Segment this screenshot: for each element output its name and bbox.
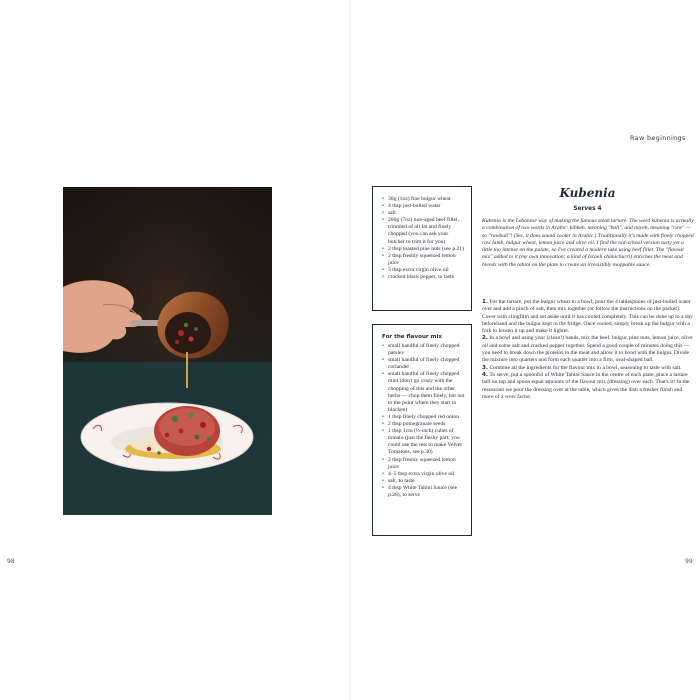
step-text: Combine all the ingredients for the flavour mix in a bowl, seasoning to taste with salt. (489, 364, 682, 371)
flavour-item: • small handful of finely chopped parsley (382, 343, 465, 357)
method-step (482, 335, 695, 364)
serves-label: Serves 4 (573, 206, 602, 212)
method-list (482, 299, 695, 401)
flavour-item: • 4–5 tbsp extra virgin olive oil (382, 471, 465, 478)
step-text: For the tartare, put the bulgur wheat in a bowl, pour the 4 tablespoons of just-boiled water over and add a pinch of salt, then mix together (or follow the instructions on the packet). Cover with clingfilm and set aside until it has cooled completely. This can be done up to a day beforehand and the bulgur kept in the fridge. Once cooled, simply break up the bulgur with a fork to loosen it up and make it lighter. (482, 299, 693, 335)
recipe-title: Kubenia (559, 186, 616, 200)
ingredients-box (372, 186, 472, 311)
ingredient-item: • 200g (7oz) non-aged beef fillet, trimmed of all fat and finely chopped (you can ask your butcher to trim it for you) (382, 217, 465, 245)
flavour-mix-title: For the flavour mix (382, 334, 442, 340)
flavour-item: • 1 tbsp 1cm (½-inch) cubes of tomato (just the fleshy part; you could use the rest to make Velvet Tomatoes, see p.30) (382, 428, 465, 456)
step-number: 3. (482, 364, 489, 371)
section-title: Raw beginnings (630, 134, 686, 142)
recipe-intro: Kubenia is the Lebanese way of making the famous steak tartare. The word kubenia is actually a combination of two words in Arabic: kibbeh, meaning "ball", and nayeh, meaning "raw" — so "rawball"! (Yes, it does sound cooler in Arabic.) Traditionally it's made with finely chopped raw lamb, bulgur wheat, lemon juice and olive oil. I find the old-school version tasty yet a little too intense on the palate, so I've created a modern take using beef fillet. The "flavour mix" added to it (my own innovation; a kind of Israeli chimichurri) enriches the meat and blends with the tahini on the plate to create an irresistibly moppable sauce. (482, 218, 694, 268)
step-text: To serve, put a spoonful of White Tahini Sauce in the centre of each plate, place a tartare ball on top and spoon equal amounts of the flavour mix (dressing) over each. That's it! In the restaurant we pour the dressing over at the table, which gives the dish a fresher finish and more of a wow factor. (482, 371, 690, 400)
flavour-item: • 2 tbsp freshly squeezed lemon juice (382, 457, 465, 471)
flavour-item: • 2 tbsp pomegranate seeds (382, 421, 465, 428)
flavour-mix-list (382, 343, 465, 499)
step-number: 1. (482, 299, 489, 305)
method-step (482, 365, 695, 372)
ingredient-item: • 3 tbsp extra virgin olive oil (382, 267, 465, 274)
flavour-mix-box (372, 324, 472, 536)
ingredient-item: • salt (382, 210, 465, 217)
book-spine (349, 0, 351, 700)
step-number: 2. (482, 335, 489, 342)
step-text: In a bowl and using your (clean!) hands, mix the beef, bulgur, pine nuts, lemon juice, olive oil and some salt and cracked pepper together. Spend a good couple of minutes doing this — you need to break down the proteins in the meat and allow it to bond with the bulgur. Divide the mixture into quarters and form each quarter into a firm, oval-shaped ball. (482, 335, 693, 364)
page-number-left: 98 (7, 558, 15, 565)
ingredient-item: • 30g (1oz) fine bulgur wheat (382, 196, 465, 203)
flavour-item: • salt, to taste (382, 478, 465, 485)
ingredients-list (382, 196, 465, 281)
flavour-item: • small handful of finely chopped coriander (382, 357, 465, 371)
page-number-right: 99 (685, 558, 693, 565)
food-photo (63, 187, 272, 515)
ingredient-item: • 2 tbsp freshly squeezed lemon juice (382, 253, 465, 267)
flavour-item: • 4 tbsp White Tahini Sauce (see p.28), to serve (382, 485, 465, 499)
step-number: 4. (482, 371, 489, 378)
ingredient-item: • 2 tbsp toasted pine nuts (see p.21) (382, 246, 465, 253)
method-step (482, 372, 695, 401)
flavour-item: • 1 tbsp finely chopped red onion (382, 414, 465, 421)
flavour-item: • small handful of finely chopped mint (don't go crazy with the chopping of this and the other herbs — chop them finely, but not to the point where they start to blacken) (382, 371, 465, 414)
ingredient-item: • 4 tbsp just-boiled water (382, 203, 465, 210)
method-step (482, 299, 695, 335)
ingredient-item: • cracked black pepper, to taste (382, 274, 465, 281)
